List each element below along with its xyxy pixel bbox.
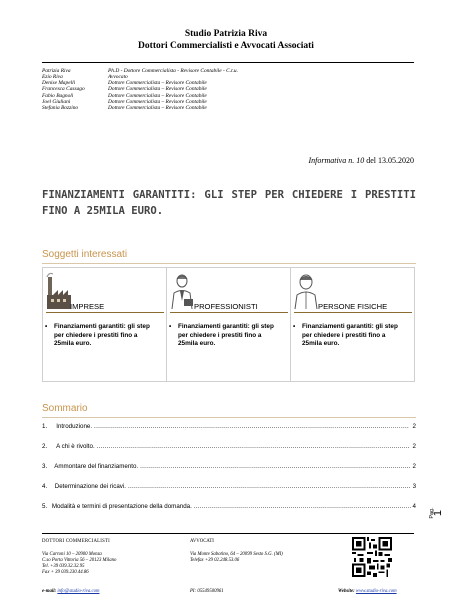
toc-page: 2 <box>412 423 416 430</box>
page-prefix: Pag. <box>429 507 435 519</box>
footer-heading: DOTTORI COMMERCIALISTI <box>42 539 110 544</box>
toc-page: 3 <box>412 483 417 490</box>
footer-fax: Fax + 39 039.230.44.86 <box>42 570 89 576</box>
subject-rule <box>294 312 412 313</box>
footer-email <box>42 589 99 595</box>
footer-address: Via Carroni 10 – 20900 Monza <box>42 552 102 558</box>
subject-text: Finanziamenti garantiti: gli step per chiedere i prestiti fino a 25mila euro. <box>54 323 150 347</box>
toc-title: Ammontare del finanziamento. <box>54 463 139 470</box>
person-role: Dottore Commercialista – Revisore Contabile <box>108 104 207 111</box>
summary-heading: Sommario <box>42 403 88 414</box>
subject-text: Finanziamenti garantiti: gli step per chiedere i prestiti fino a 25mila euro. <box>178 323 274 347</box>
toc-leader <box>194 503 411 510</box>
toc-number: 4. <box>42 483 48 490</box>
footer-avvocati <box>190 539 283 564</box>
toc-leader <box>140 463 410 470</box>
person-role: Ph.D - Dottore Commercialista - Revisore Contabile - C.t.u. <box>108 68 238 74</box>
bullet-icon: • <box>169 323 172 330</box>
footer-heading: AVVOCATI <box>190 539 214 544</box>
person-role: Dottore Commercialista – Revisore Contabile <box>108 98 207 105</box>
footer-website <box>338 589 397 595</box>
person-name: Patrizia Riva <box>42 68 71 74</box>
subject-label: PERSONE FISICHE <box>318 302 388 311</box>
toc-entry[interactable] <box>42 423 416 443</box>
website-label: Website: <box>338 589 355 594</box>
subject-description <box>293 323 405 349</box>
subject-text: Finanziamenti garantiti: gli step per chiedere i prestiti fino a 25mila euro. <box>302 323 398 347</box>
toc-number: 5. <box>42 503 48 510</box>
informativa-date: del 13.05.2020 <box>366 156 414 165</box>
subject-imprese <box>43 268 167 381</box>
header-rule <box>42 62 414 63</box>
toc-number: 2. <box>42 443 48 450</box>
footer-rule <box>42 533 414 534</box>
toc-number: 1. <box>42 423 48 430</box>
toc-title: A chi è rivolto. <box>56 443 95 450</box>
person-role: Avvocato <box>108 74 128 81</box>
website-link[interactable]: www.studio-riva.com <box>355 589 397 594</box>
footer-phone: Telefax +39 02.248.53.06 <box>190 558 240 564</box>
factory-icon <box>45 271 73 311</box>
subject-description <box>169 323 281 349</box>
informativa-number: Informativa n. 10 <box>308 156 365 165</box>
qr-code-icon <box>352 537 392 577</box>
email-link[interactable]: info@studio-riva.com <box>57 589 100 594</box>
toc-entry[interactable] <box>42 483 416 503</box>
subject-persone-fisiche <box>291 268 414 381</box>
footer-phone: Tel. +39 039.32.32.95 <box>42 564 85 570</box>
person-role: Dottore Commercialista – Revisore Contabile <box>108 80 207 87</box>
person-name: Fabio Bagnoli <box>42 92 74 99</box>
person-name: Stefania Bozzino <box>42 104 79 111</box>
toc-title: Determinazione dei ricavi. <box>54 483 126 490</box>
page-number <box>422 499 444 527</box>
person-role: Dottore Commercialista – Revisore Contabile <box>108 92 207 99</box>
toc-entry[interactable] <box>42 503 416 523</box>
toc-leader <box>97 443 410 450</box>
subject-description <box>45 323 157 349</box>
subject-rule <box>46 312 164 313</box>
subjects-heading: Soggetti interessati <box>42 249 128 260</box>
email-label: e-mail: <box>42 589 57 594</box>
toc-page: 2 <box>412 463 416 470</box>
subjects-heading-rule <box>42 263 416 264</box>
bullet-icon: • <box>293 323 296 330</box>
toc-entry[interactable] <box>42 443 416 463</box>
person-name: Joel Giuliani <box>42 98 71 105</box>
firm-subtitle: Dottori Commercialisti e Avvocati Associati <box>138 41 314 51</box>
person-name: Francesca Cassago <box>42 86 85 93</box>
professional-icon <box>169 271 197 311</box>
toc-title: Modalità e termini di presentazione della domanda. <box>51 503 192 510</box>
page-digit: 1 <box>432 509 444 517</box>
toc-page: 2 <box>412 443 416 450</box>
bullet-icon: • <box>45 323 48 330</box>
footer-address: Via Monte Sabotino, 64 – 20099 Sesto S.G. (MI) <box>190 552 283 558</box>
person-icon <box>293 271 321 311</box>
subjects-box <box>42 267 415 382</box>
table-of-contents <box>42 423 416 523</box>
person-name: Denise Mapelli <box>42 80 76 87</box>
footer-vat: PI: 05549500961 <box>190 589 224 594</box>
toc-leader <box>94 423 409 430</box>
people-list <box>42 68 238 111</box>
subject-label: IMPRESE <box>70 302 105 311</box>
toc-title: Introduzione. <box>56 423 93 430</box>
document-title: FINANZIAMENTI GARANTITI: GLI STEP PER CHIEDERE I PRESTITI FINO A 25MILA EURO. <box>42 189 416 217</box>
footer-commercialisti <box>42 539 116 576</box>
subject-professionisti <box>167 268 291 381</box>
firm-name: Studio Patrizia Riva <box>184 29 268 39</box>
toc-number: 3. <box>42 463 48 470</box>
toc-leader <box>128 483 410 490</box>
person-name: Ezio Riva <box>42 74 63 81</box>
informativa-line <box>308 156 414 165</box>
footer-address: C.so Porta Vittoria 56 – 20123 Milano <box>42 558 117 564</box>
toc-page: 4 <box>412 503 416 510</box>
person-role: Dottore Commercialista – Revisore Contabile <box>108 86 207 93</box>
person-row <box>42 105 238 111</box>
toc-entry[interactable] <box>42 463 416 483</box>
subject-label: PROFESSIONISTI <box>194 302 258 311</box>
summary-heading-rule <box>42 417 416 418</box>
subject-rule <box>170 312 288 313</box>
